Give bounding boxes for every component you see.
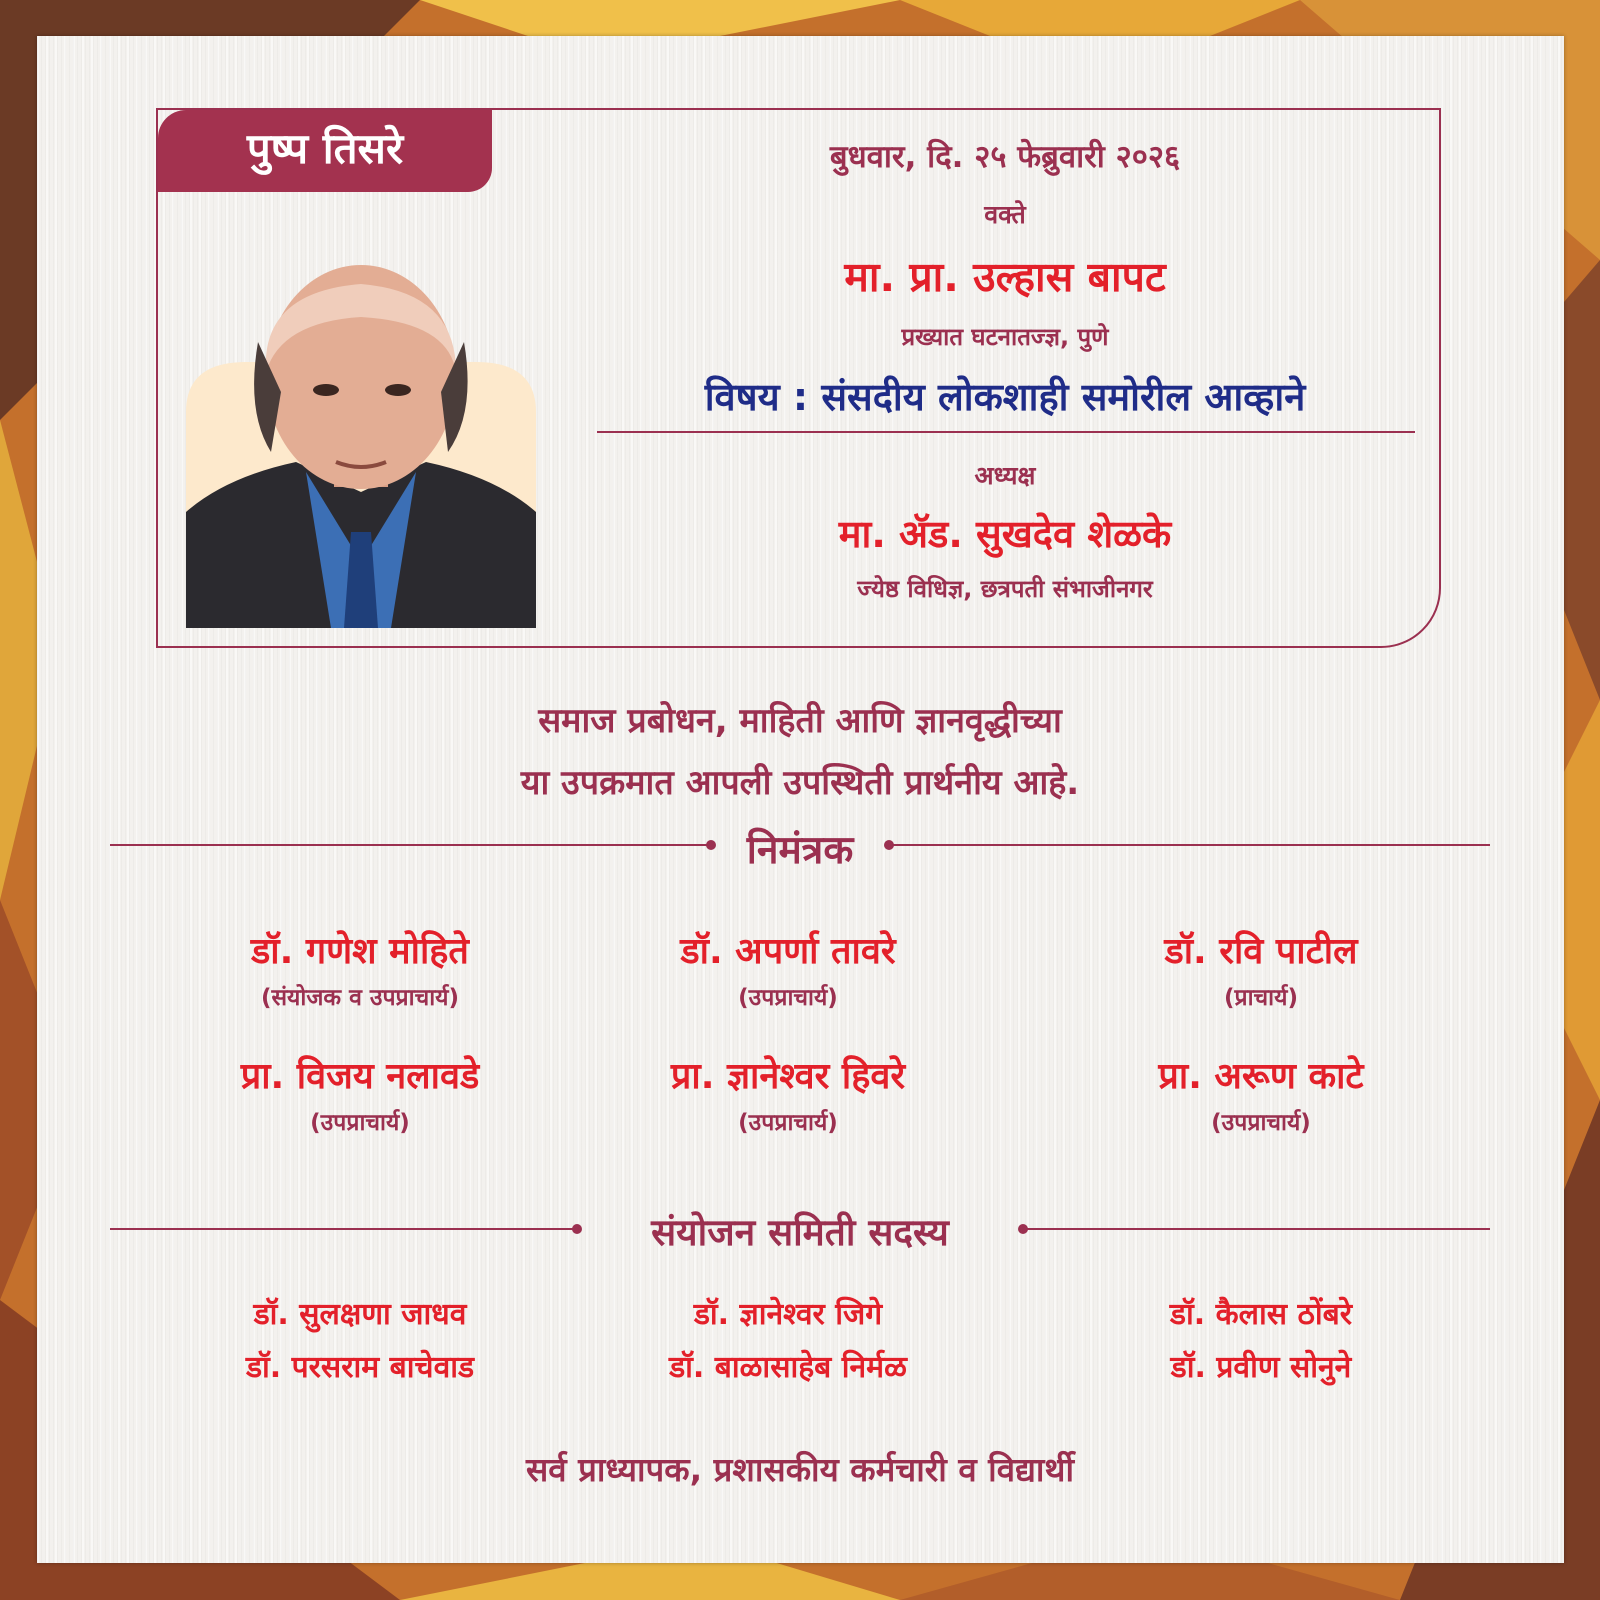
chair-label: अध्यक्ष	[974, 461, 1036, 490]
committee-member: डॉ. सुलक्षणा जाधव	[253, 1297, 467, 1332]
host-person: डॉ. अपर्णा तावरे (उपप्राचार्य)	[680, 931, 896, 1011]
topic-divider	[597, 431, 1415, 433]
speaker-label: वक्ते	[984, 200, 1026, 229]
event-date: बुधवार, दि. २५ फेब्रुवारी २०२६	[829, 139, 1181, 175]
committee-rule-right	[1025, 1228, 1490, 1230]
chair-description: ज्येष्ठ विधिज्ञ, छत्रपती संभाजीनगर	[857, 575, 1153, 603]
committee-member: डॉ. परसराम बाचेवाड	[245, 1350, 475, 1385]
committee-member: डॉ. ज्ञानेश्वर जिगे	[693, 1297, 883, 1332]
invitation-line-2: या उपक्रमात आपली उपस्थिती प्रार्थनीय आहे.	[520, 763, 1080, 803]
committee-member: डॉ. कैलास ठोंबरे	[1169, 1297, 1353, 1332]
committee-heading: संयोजन समिती सदस्य	[651, 1211, 949, 1254]
lecture-topic: विषय : संसदीय लोकशाही समोरील आव्हाने	[704, 375, 1306, 419]
host-person: प्रा. ज्ञानेश्वर हिवरे (उपप्राचार्य)	[670, 1056, 906, 1136]
hosts-rule-right	[890, 844, 1490, 846]
host-person: डॉ. गणेश मोहिते (संयोजक व उपप्राचार्य)	[251, 931, 469, 1011]
series-badge: पुष्प तिसरे	[158, 110, 492, 192]
footer-text: सर्व प्राध्यापक, प्रशासकीय कर्मचारी व विद्यार्थी	[525, 1450, 1075, 1489]
committee-member: डॉ. प्रवीण सोनुने	[1170, 1350, 1352, 1385]
host-person: प्रा. विजय नलावडे (उपप्राचार्य)	[240, 1056, 480, 1136]
committee-member: डॉ. बाळासाहेब निर्मळ	[669, 1350, 907, 1385]
chair-name: मा. ॲड. सुखदेव शेळके	[838, 512, 1172, 556]
invitation-line-1: समाज प्रबोधन, माहिती आणि ज्ञानवृद्धीच्या	[538, 701, 1062, 741]
speaker-photo	[186, 262, 536, 628]
host-person: डॉ. रवि पाटील (प्राचार्य)	[1164, 931, 1358, 1011]
host-person: प्रा. अरूण काटे (उपप्राचार्य)	[1158, 1056, 1364, 1136]
speaker-name: मा. प्रा. उल्हास बापट	[844, 253, 1166, 301]
speaker-description: प्रख्यात घटनातज्ज्ञ, पुणे	[901, 323, 1109, 351]
hosts-heading: निमंत्रक	[746, 828, 854, 873]
